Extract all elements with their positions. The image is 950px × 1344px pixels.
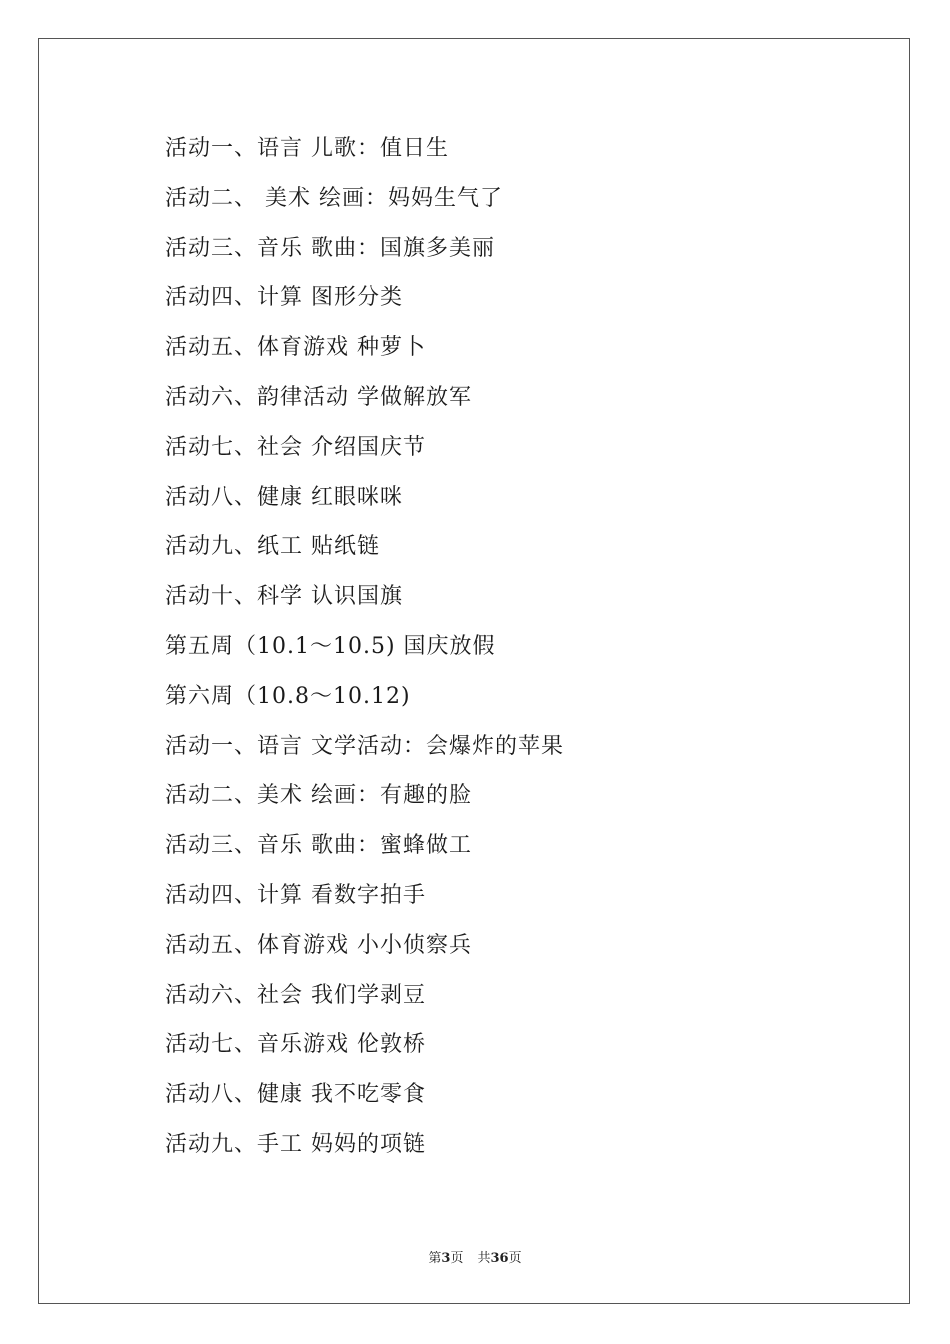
text-line: 活动八、健康 我不吃零食 <box>165 1082 426 1108</box>
text-line: 活动三、音乐 歌曲：蜜蜂做工 <box>165 833 472 859</box>
text-line: 活动七、音乐游戏 伦敦桥 <box>165 1032 426 1058</box>
text-line: 活动六、社会 我们学剥豆 <box>165 982 426 1008</box>
page-footer <box>0 1247 950 1266</box>
week-heading: 第五周（10.1～10.5) 国庆放假 <box>165 633 496 659</box>
text-line: 活动九、手工 妈妈的项链 <box>165 1131 426 1157</box>
text-line: 活动九、纸工 贴纸链 <box>165 534 380 560</box>
text-line: 活动四、计算 图形分类 <box>165 285 403 311</box>
text-line: 活动八、健康 红眼咪咪 <box>165 484 403 510</box>
text-line: 活动一、语言 儿歌：值日生 <box>165 136 449 161</box>
week-heading: 第六周（10.8～10.12) <box>165 683 411 709</box>
total-suffix: 页 <box>508 1251 522 1266</box>
text-line: 活动七、社会 介绍国庆节 <box>165 434 426 460</box>
text-line: 活动二、美术 绘画：有趣的脸 <box>165 783 472 809</box>
text-line: 活动三、音乐 歌曲：国旗多美丽 <box>165 235 495 261</box>
text-line: 活动五、体育游戏 种萝卜 <box>165 335 426 361</box>
page-suffix: 页 <box>450 1251 464 1266</box>
document-body <box>165 130 865 1176</box>
text-line: 活动五、体育游戏 小小侦察兵 <box>165 932 472 958</box>
text-line: 活动四、计算 看数字拍手 <box>165 882 426 908</box>
text-line: 活动六、韵律活动 学做解放军 <box>165 384 472 410</box>
text-line: 活动十、科学 认识国旗 <box>165 584 403 610</box>
page-number: 3 <box>441 1251 451 1266</box>
total-prefix: 共 <box>477 1251 491 1266</box>
text-line: 活动一、语言 文学活动：会爆炸的苹果 <box>165 733 564 759</box>
page-prefix: 第 <box>428 1251 442 1266</box>
text-line: 活动二、 美术 绘画：妈妈生气了 <box>165 185 503 211</box>
total-pages: 36 <box>490 1251 509 1266</box>
